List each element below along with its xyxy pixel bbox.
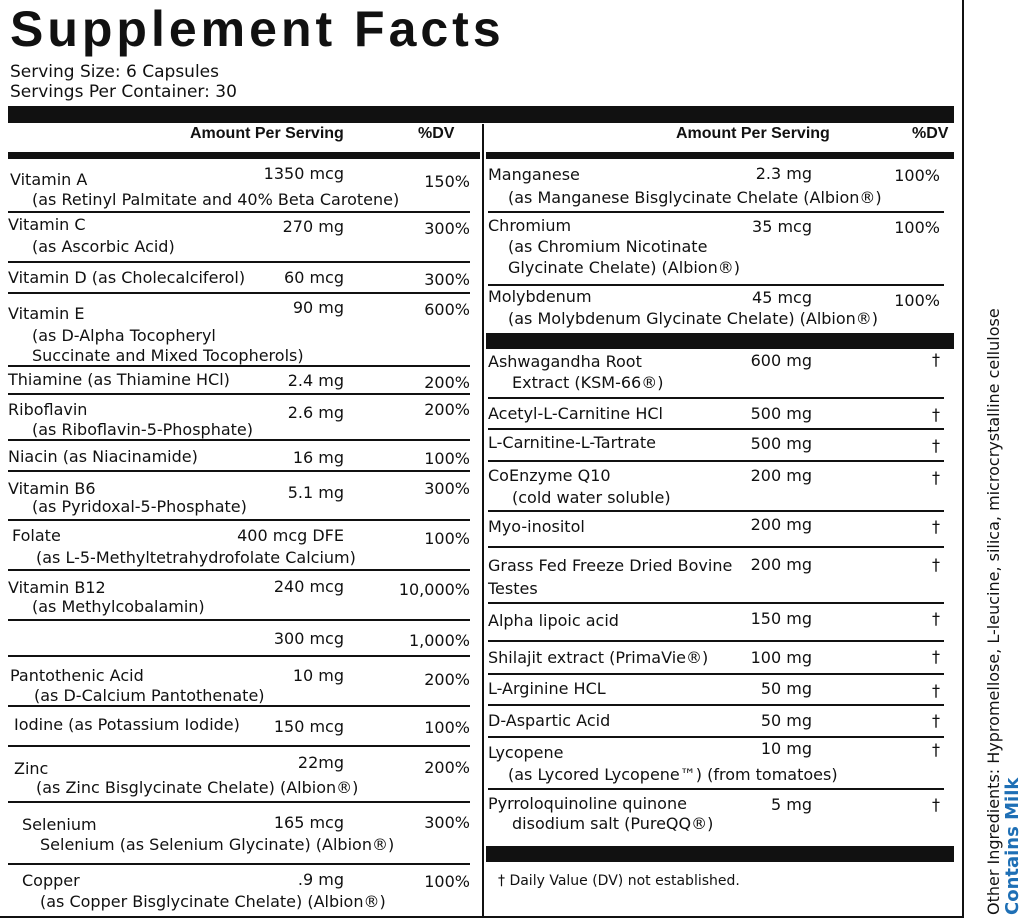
daily-value: † xyxy=(932,681,940,700)
amount-per-serving: 90 mg xyxy=(292,298,344,317)
nutrient-row xyxy=(8,395,470,441)
nutrient-row xyxy=(488,790,944,840)
daily-value: † xyxy=(932,436,940,455)
daily-value: † xyxy=(932,609,940,628)
daily-value: 200% xyxy=(424,400,470,419)
daily-value: 300% xyxy=(424,219,470,238)
amount-per-serving: 500 mg xyxy=(750,404,812,423)
amount-per-serving: 270 mg xyxy=(282,217,344,236)
amount-per-serving: 1350 mcg xyxy=(263,164,344,183)
nutrient-row xyxy=(8,657,470,707)
amount-per-serving: 50 mg xyxy=(760,679,812,698)
nutrient-name: Riboflavin xyxy=(8,400,88,419)
daily-value: † xyxy=(932,405,940,424)
left-dv-header: %DV xyxy=(418,125,455,142)
nutrient-source: (as D-Calcium Pantothenate) xyxy=(34,686,265,705)
nutrient-source-cont: Glycinate Chelate) (Albion®) xyxy=(508,258,740,277)
nutrient-row xyxy=(8,865,470,914)
nutrient-source: disodium salt (PureQQ®) xyxy=(512,814,714,833)
nutrient-row xyxy=(8,441,470,472)
column-divider xyxy=(482,124,484,916)
nutrient-row xyxy=(8,621,470,657)
nutrient-name: Lycopene xyxy=(488,743,564,762)
amount-per-serving: 16 mg xyxy=(292,448,344,467)
daily-value: † xyxy=(932,517,940,536)
nutrient-source: (as D-Alpha Tocopheryl xyxy=(32,326,216,345)
nutrient-row xyxy=(488,163,944,213)
nutrient-name: Vitamin D (as Cholecalciferol) xyxy=(8,268,246,287)
nutrient-name: Molybdenum xyxy=(488,287,592,306)
nutrient-name: Myo-inositol xyxy=(488,517,585,536)
nutrient-source: Testes xyxy=(488,579,538,598)
daily-value: 600% xyxy=(424,300,470,319)
nutrient-row xyxy=(8,367,470,395)
nutrient-name: Acetyl-L-Carnitine HCl xyxy=(488,404,663,423)
nutrient-name: Thiamine (as Thiamine HCl) xyxy=(8,370,230,389)
amount-per-serving: 200 mg xyxy=(750,515,812,534)
nutrient-source-cont: Succinate and Mixed Tocopherols) xyxy=(32,346,304,365)
nutrient-row xyxy=(8,294,470,367)
amount-per-serving: 5 mg xyxy=(770,795,812,814)
daily-value: 10,000% xyxy=(398,580,470,599)
amount-per-serving: 300 mcg xyxy=(273,629,344,648)
nutrient-row xyxy=(8,803,470,865)
daily-value: 100% xyxy=(894,166,940,185)
amount-per-serving: 600 mg xyxy=(750,351,812,370)
amount-per-serving: 10 mg xyxy=(760,739,812,758)
nutrient-name: Iodine (as Potassium Iodide) xyxy=(14,715,240,734)
nutrient-name: Pyrroloquinoline quinone xyxy=(488,794,687,813)
amount-per-serving: 60 mcg xyxy=(284,268,344,287)
nutrient-source: (as Lycored Lycopene™) (from tomatoes) xyxy=(508,765,838,784)
serving-size: Serving Size: 6 Capsules xyxy=(10,62,219,82)
daily-value: † xyxy=(932,555,940,574)
daily-value-footnote: † Daily Value (DV) not established. xyxy=(498,873,740,889)
nutrient-name: Zinc xyxy=(14,759,49,778)
nutrient-name: Vitamin B6 xyxy=(8,479,96,498)
amount-per-serving: 2.4 mg xyxy=(287,371,344,390)
nutrient-row xyxy=(488,642,944,675)
nutrient-name: Grass Fed Freeze Dried Bovine xyxy=(488,556,733,575)
daily-value: 200% xyxy=(424,373,470,392)
daily-value: 300% xyxy=(424,270,470,289)
daily-value: 150% xyxy=(424,172,470,191)
daily-value: 100% xyxy=(894,291,940,310)
amount-per-serving: 150 mcg xyxy=(273,717,344,736)
nutrient-name: D-Aspartic Acid xyxy=(488,711,611,730)
daily-value: 200% xyxy=(424,670,470,689)
nutrient-row xyxy=(8,263,470,294)
nutrient-name: L-Arginine HCL xyxy=(488,679,606,698)
nutrient-row xyxy=(488,430,944,462)
nutrient-row xyxy=(8,164,470,213)
nutrient-source: (as Copper Bisglycinate Chelate) (Albion®) xyxy=(40,892,386,911)
nutrient-source: Extract (KSM-66®) xyxy=(512,373,664,392)
nutrient-name: Copper xyxy=(22,871,80,890)
amount-per-serving: 200 mg xyxy=(750,555,812,574)
nutrient-name: Chromium xyxy=(488,216,572,235)
nutrient-name: Ashwagandha Root xyxy=(488,352,642,371)
amount-per-serving: 22mg xyxy=(297,753,344,772)
nutrient-row xyxy=(8,707,470,747)
daily-value: † xyxy=(932,647,940,666)
panel-title: Supplement Facts xyxy=(10,1,505,57)
daily-value: 1,000% xyxy=(408,631,470,650)
nutrient-source: (as Molybdenum Glycinate Chelate) (Albion®) xyxy=(508,309,879,328)
nutrient-source: (as Chromium Nicotinate xyxy=(508,237,708,256)
amount-per-serving: .9 mg xyxy=(297,870,344,889)
amount-per-serving: 100 mg xyxy=(750,648,812,667)
daily-value: † xyxy=(932,795,940,814)
amount-per-serving: 500 mg xyxy=(750,434,812,453)
amount-per-serving: 400 mcg DFE xyxy=(237,526,344,545)
nutrient-name: Vitamin C xyxy=(8,215,86,234)
nutrient-name: Niacin (as Niacinamide) xyxy=(8,447,198,466)
daily-value: 100% xyxy=(894,218,940,237)
left-amount-header: Amount Per Serving xyxy=(190,125,344,142)
nutrient-name: Folate xyxy=(12,526,61,545)
daily-value: 100% xyxy=(424,529,470,548)
amount-per-serving: 150 mg xyxy=(750,609,812,628)
amount-per-serving: 45 mcg xyxy=(752,288,812,307)
top-thick-rule xyxy=(8,106,954,123)
nutrient-source: (as Zinc Bisglycinate Chelate) (Albion®) xyxy=(36,778,359,797)
nutrient-row xyxy=(488,462,944,512)
right-amount-header: Amount Per Serving xyxy=(676,125,830,142)
amount-per-serving: 35 mcg xyxy=(752,217,812,236)
nutrient-row xyxy=(488,604,944,642)
nutrient-row xyxy=(8,747,470,803)
nutrient-name: Vitamin E xyxy=(8,304,85,323)
nutrient-row xyxy=(8,472,470,521)
daily-value: † xyxy=(932,468,940,487)
nutrient-name: Selenium xyxy=(22,815,97,834)
nutrient-row xyxy=(8,521,470,571)
nutrient-row xyxy=(488,349,944,399)
amount-per-serving: 240 mcg xyxy=(273,577,344,596)
left-header-rule xyxy=(8,152,480,159)
daily-value: 300% xyxy=(424,479,470,498)
right-dv-header: %DV xyxy=(912,125,949,142)
nutrient-row xyxy=(488,675,944,706)
nutrient-source: (as Ascorbic Acid) xyxy=(32,237,175,256)
nutrient-source: (as Manganese Bisglycinate Chelate (Albion®) xyxy=(508,188,882,207)
right-mid-thick-rule xyxy=(486,333,954,349)
nutrient-source: (as Riboflavin-5-Phosphate) xyxy=(32,420,254,439)
daily-value: 100% xyxy=(424,872,470,891)
nutrient-row xyxy=(488,213,944,286)
nutrient-name: Shilajit extract (PrimaVie®) xyxy=(488,648,709,667)
nutrient-row xyxy=(488,399,944,430)
nutrient-row xyxy=(488,512,944,548)
nutrient-row xyxy=(488,706,944,738)
daily-value: 100% xyxy=(424,449,470,468)
nutrient-source: (as L-5-Methyltetrahydrofolate Calcium) xyxy=(36,548,356,567)
amount-per-serving: 165 mcg xyxy=(273,813,344,832)
nutrient-row xyxy=(8,213,470,263)
nutrient-row xyxy=(8,571,470,621)
amount-per-serving: 200 mg xyxy=(750,466,812,485)
daily-value: 100% xyxy=(424,718,470,737)
other-ingredients: Other Ingredients: Hypromellose, L-leucine, silica, microcrystalline cellulose xyxy=(984,308,1003,915)
daily-value: † xyxy=(932,711,940,730)
amount-per-serving: 10 mg xyxy=(292,666,344,685)
nutrient-source: (as Pyridoxal-5-Phosphate) xyxy=(32,497,247,516)
nutrient-row xyxy=(488,286,944,331)
amount-per-serving: 2.3 mg xyxy=(755,164,812,183)
daily-value: † xyxy=(932,740,940,759)
nutrient-name: CoEnzyme Q10 xyxy=(488,466,611,485)
nutrient-source: (cold water soluble) xyxy=(512,488,671,507)
nutrient-name: Pantothenic Acid xyxy=(10,666,144,685)
nutrient-source: (as Retinyl Palmitate and 40% Beta Carotene) xyxy=(32,190,400,209)
nutrient-source: (as Methylcobalamin) xyxy=(32,597,205,616)
right-header-rule xyxy=(486,152,954,159)
allergen-statement: Contains Milk xyxy=(1002,777,1023,915)
nutrient-name: Alpha lipoic acid xyxy=(488,611,619,630)
nutrient-name: L-Carnitine-L-Tartrate xyxy=(488,433,656,452)
nutrient-name: Vitamin B12 xyxy=(8,578,106,597)
nutrient-row xyxy=(488,548,944,604)
amount-per-serving: 50 mg xyxy=(760,711,812,730)
nutrient-name: Vitamin A xyxy=(10,170,88,189)
amount-per-serving: 5.1 mg xyxy=(287,483,344,502)
daily-value: 200% xyxy=(424,758,470,777)
right-bottom-thick-rule xyxy=(486,846,954,862)
daily-value: 300% xyxy=(424,813,470,832)
nutrient-row xyxy=(488,738,944,790)
servings-per-container: Servings Per Container: 30 xyxy=(10,82,237,102)
nutrient-source: Selenium (as Selenium Glycinate) (Albion®) xyxy=(40,835,395,854)
daily-value: † xyxy=(932,350,940,369)
nutrient-name: Manganese xyxy=(488,165,580,184)
amount-per-serving: 2.6 mg xyxy=(287,403,344,422)
